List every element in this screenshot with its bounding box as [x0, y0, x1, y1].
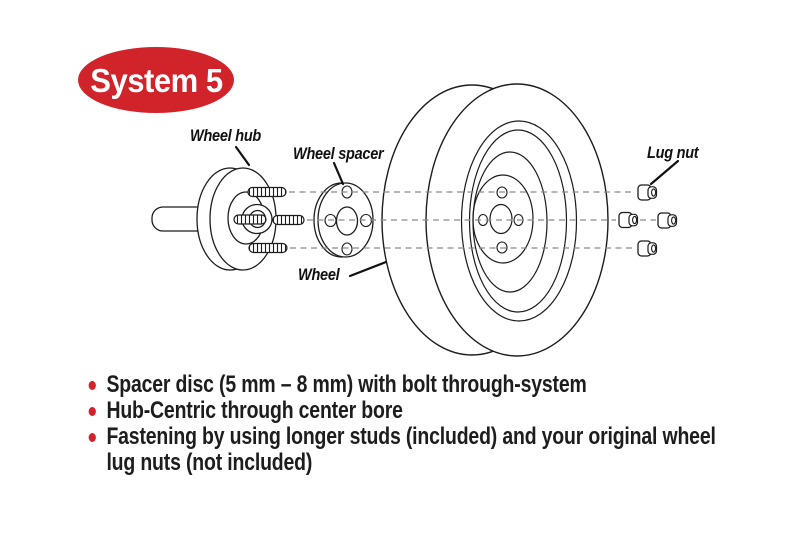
- features-list: [87, 372, 735, 476]
- wheel-label: Wheel: [298, 266, 340, 284]
- wheel-hub-label: Wheel hub: [190, 127, 262, 145]
- wheel-spacer-label: Wheel spacer: [293, 145, 384, 163]
- system-badge-label: System 5: [89, 61, 223, 99]
- feature-item-fastening: Fastening by using longer studs (included) and your original wheel lug nuts (not included): [87, 424, 735, 476]
- lug-nut-icon: [658, 213, 677, 228]
- lug-nuts-drawing: [619, 185, 677, 256]
- lug-nut-icon: [619, 213, 638, 228]
- lug-nut-icon: [638, 185, 657, 200]
- lug-nut-label: Lug nut: [647, 144, 699, 162]
- feature-item-spacer-disc: Spacer disc (5 mm – 8 mm) with bolt through-system: [87, 372, 735, 398]
- lug-nut-icon: [638, 241, 657, 256]
- feature-item-hub-centric: Hub-Centric through center bore: [87, 398, 735, 424]
